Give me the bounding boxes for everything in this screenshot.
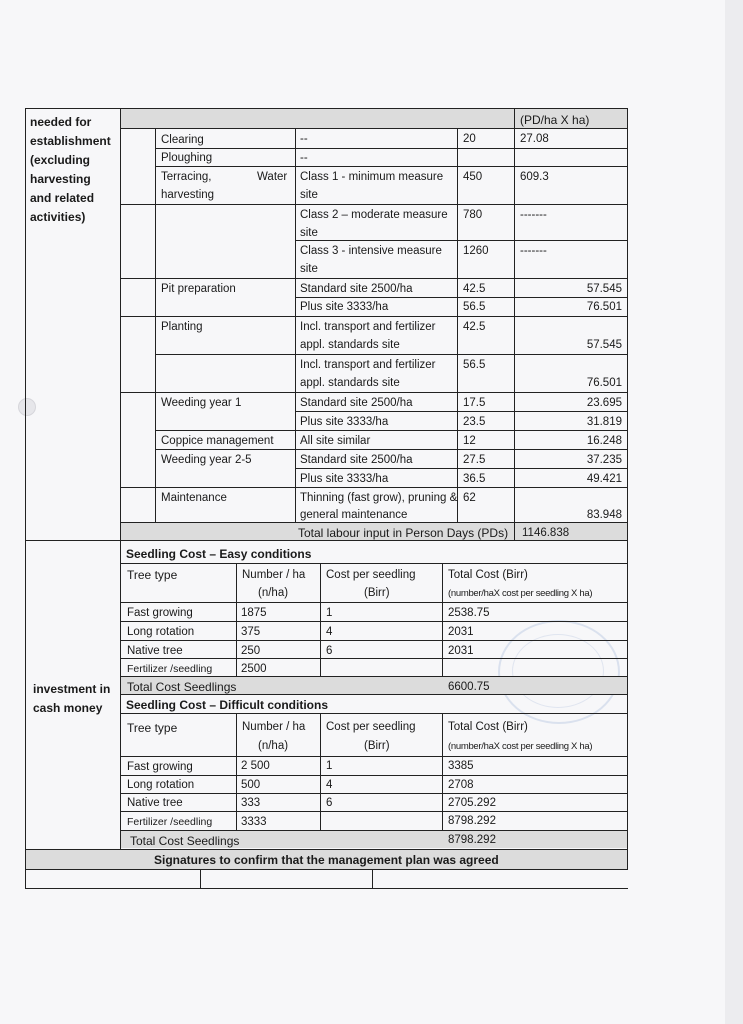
total-maintenance: 83.948 xyxy=(586,509,622,521)
easy-row-number-fertilizer: 2500 xyxy=(241,663,267,675)
total-labour-value: 1146.838 xyxy=(522,527,570,539)
description-class2: Class 2 – moderate measure xyxy=(300,209,448,221)
total-planting-2: 76.501 xyxy=(586,377,622,389)
easy-header-total: Total Cost (Birr) xyxy=(448,569,528,581)
pd-planting-2: 56.5 xyxy=(463,359,486,371)
easy-header-cost: Cost per seedling xyxy=(326,569,416,581)
easy-title: Seedling Cost – Easy conditions xyxy=(126,547,312,561)
activity-maintenance: Maintenance xyxy=(161,492,227,504)
difficult-row-total-fertilizer: 8798.292 xyxy=(448,815,496,827)
description-weeding25-plus: Plus site 3333/ha xyxy=(300,473,389,485)
description-planting-1-line2: appl. standards site xyxy=(300,339,400,351)
pd-weeding1-plus: 23.5 xyxy=(463,416,486,428)
description-class1-line2: site xyxy=(300,189,318,201)
scan-edge xyxy=(725,0,743,1024)
description-planting-1: Incl. transport and fertilizer xyxy=(300,321,436,333)
description-planting-2: Incl. transport and fertilizer xyxy=(300,359,436,371)
pd-maintenance: 62 xyxy=(463,492,476,504)
signature-cell-1 xyxy=(26,870,199,887)
difficult-header-cost: Cost per seedling xyxy=(326,721,416,733)
description-class1: Class 1 - minimum measure xyxy=(300,171,444,183)
signatures-row: Signatures to confirm that the management plan was agreed xyxy=(154,853,499,867)
signature-cell-2 xyxy=(201,870,371,887)
pd-pit-standard: 42.5 xyxy=(463,283,486,295)
pd-class2: 780 xyxy=(463,209,483,221)
description-weeding1-plus: Plus site 3333/ha xyxy=(300,416,389,428)
easy-header-number-unit: (n/ha) xyxy=(258,587,289,599)
pd-weeding1-standard: 17.5 xyxy=(463,397,486,409)
description-maintenance: Thinning (fast grow), pruning & xyxy=(300,492,458,504)
signature-cell-3 xyxy=(373,870,626,887)
activity-weeding-year-1: Weeding year 1 xyxy=(161,397,242,409)
total-weeding1-standard: 23.695 xyxy=(586,397,622,409)
pd-planting-1: 42.5 xyxy=(463,321,486,333)
difficult-header-number-unit: (n/ha) xyxy=(258,740,289,752)
left-header-line-1: needed for xyxy=(30,115,92,129)
activity-planting: Planting xyxy=(161,321,203,333)
left-header-line-5: and related xyxy=(30,191,95,205)
left-header-line-3: (excluding xyxy=(30,153,91,167)
easy-header-total-formula: (number/haX cost per seedling X ha) xyxy=(448,588,593,599)
left-header-line-2: establishment xyxy=(30,134,111,148)
pd-class3: 1260 xyxy=(463,245,489,257)
description-weeding1-standard: Standard site 2500/ha xyxy=(300,397,413,409)
pd-weeding25-standard: 27.5 xyxy=(463,454,486,466)
difficult-header-cost-unit: (Birr) xyxy=(364,740,390,752)
investment-label-line-2: cash money xyxy=(33,701,103,715)
easy-row-number-fast: 1875 xyxy=(241,607,267,619)
easy-row-cost-native: 6 xyxy=(326,645,333,657)
easy-row-number-native: 250 xyxy=(241,645,261,657)
description-class3-line2: site xyxy=(300,263,318,275)
difficult-row-total-long: 2708 xyxy=(448,779,474,791)
difficult-row-type-fertilizer: Fertilizer /seedling xyxy=(127,816,213,828)
difficult-title: Seedling Cost – Difficult conditions xyxy=(126,698,329,712)
total-planting-1: 57.545 xyxy=(586,339,622,351)
total-class3: ------- xyxy=(520,245,547,257)
description-clearing: -- xyxy=(300,133,308,145)
difficult-row-type-native: Native tree xyxy=(127,797,183,809)
total-class2: ------- xyxy=(520,209,547,221)
pd-class1: 450 xyxy=(463,171,483,183)
easy-row-type-fertilizer: Fertilizer /seedling xyxy=(127,663,213,675)
easy-row-cost-long: 4 xyxy=(326,626,333,638)
easy-header-tree-type: Tree type xyxy=(127,568,178,582)
description-weeding25-standard: Standard site 2500/ha xyxy=(300,454,413,466)
easy-total-label: Total Cost Seedlings xyxy=(127,680,237,694)
total-weeding1-plus: 31.819 xyxy=(586,416,622,428)
difficult-row-number-fertilizer: 3333 xyxy=(241,816,267,828)
description-class2-line2: site xyxy=(300,227,318,239)
difficult-row-type-fast: Fast growing xyxy=(127,761,193,773)
activity-pit-preparation: Pit preparation xyxy=(161,283,236,295)
difficult-total-value: 8798.292 xyxy=(448,834,496,846)
difficult-row-cost-fast: 1 xyxy=(326,760,333,772)
easy-row-cost-fast: 1 xyxy=(326,607,333,619)
difficult-header-tree-type: Tree type xyxy=(127,721,178,735)
description-coppice: All site similar xyxy=(300,435,371,447)
description-maintenance-line2: general maintenance xyxy=(300,509,408,521)
difficult-header-total-formula: (number/haX cost per seedling X ha) xyxy=(448,741,593,752)
description-planting-2-line2: appl. standards site xyxy=(300,377,400,389)
easy-total-value: 6600.75 xyxy=(448,681,490,693)
difficult-row-total-fast: 3385 xyxy=(448,760,474,772)
left-header-line-6: activities) xyxy=(30,210,86,224)
easy-row-total-long: 2031 xyxy=(448,626,474,638)
difficult-header-total: Total Cost (Birr) xyxy=(448,721,528,733)
activity-terracing: Terracing, xyxy=(161,171,212,183)
total-weeding25-plus: 49.421 xyxy=(586,473,622,485)
description-class3: Class 3 - intensive measure xyxy=(300,245,442,257)
total-coppice: 16.248 xyxy=(586,435,622,447)
difficult-row-cost-long: 4 xyxy=(326,779,333,791)
pd-pit-plus: 56.5 xyxy=(463,301,486,313)
easy-header-cost-unit: (Birr) xyxy=(364,587,390,599)
easy-row-total-fast: 2538.75 xyxy=(448,607,490,619)
faded-stamp-inner xyxy=(512,634,604,708)
left-header-line-4: harvesting xyxy=(30,172,91,186)
pd-coppice: 12 xyxy=(463,435,476,447)
total-pit-standard: 57.545 xyxy=(586,283,622,295)
description-pit-plus: Plus site 3333/ha xyxy=(300,301,389,313)
activity-weeding-year-2-5: Weeding year 2-5 xyxy=(161,454,252,466)
activity-clearing: Clearing xyxy=(161,134,204,146)
difficult-row-cost-native: 6 xyxy=(326,797,333,809)
difficult-total-label: Total Cost Seedlings xyxy=(130,834,240,848)
easy-row-type-fast: Fast growing xyxy=(127,607,193,619)
punch-hole xyxy=(18,398,36,416)
difficult-row-number-long: 500 xyxy=(241,779,261,791)
difficult-row-total-native: 2705.292 xyxy=(448,797,496,809)
activity-terracing-water: Water xyxy=(257,171,288,183)
easy-row-total-native: 2031 xyxy=(448,645,474,657)
investment-label-line-1: investment in xyxy=(33,682,111,696)
easy-row-type-native: Native tree xyxy=(127,645,183,657)
activity-coppice-management: Coppice management xyxy=(161,435,274,447)
total-weeding25-standard: 37.235 xyxy=(586,454,622,466)
total-pit-plus: 76.501 xyxy=(586,301,622,313)
total-clearing: 27.08 xyxy=(520,133,549,145)
difficult-header-number: Number / ha xyxy=(242,721,306,733)
difficult-row-number-fast: 2 500 xyxy=(241,760,270,772)
easy-row-number-long: 375 xyxy=(241,626,261,638)
difficult-row-number-native: 333 xyxy=(241,797,261,809)
difficult-row-type-long: Long rotation xyxy=(127,779,195,791)
description-pit-standard: Standard site 2500/ha xyxy=(300,283,413,295)
activity-ploughing: Ploughing xyxy=(161,152,213,164)
unit-header: (PD/ha X ha) xyxy=(520,113,590,127)
easy-row-type-long: Long rotation xyxy=(127,626,195,638)
easy-header-number: Number / ha xyxy=(242,569,306,581)
total-labour-label: Total labour input in Person Days (PDs) xyxy=(298,526,509,540)
pd-clearing: 20 xyxy=(463,133,476,145)
description-ploughing: -- xyxy=(300,152,308,164)
activity-terracing-line2: harvesting xyxy=(161,189,215,201)
total-class1: 609.3 xyxy=(520,171,549,183)
pd-weeding25-plus: 36.5 xyxy=(463,473,486,485)
